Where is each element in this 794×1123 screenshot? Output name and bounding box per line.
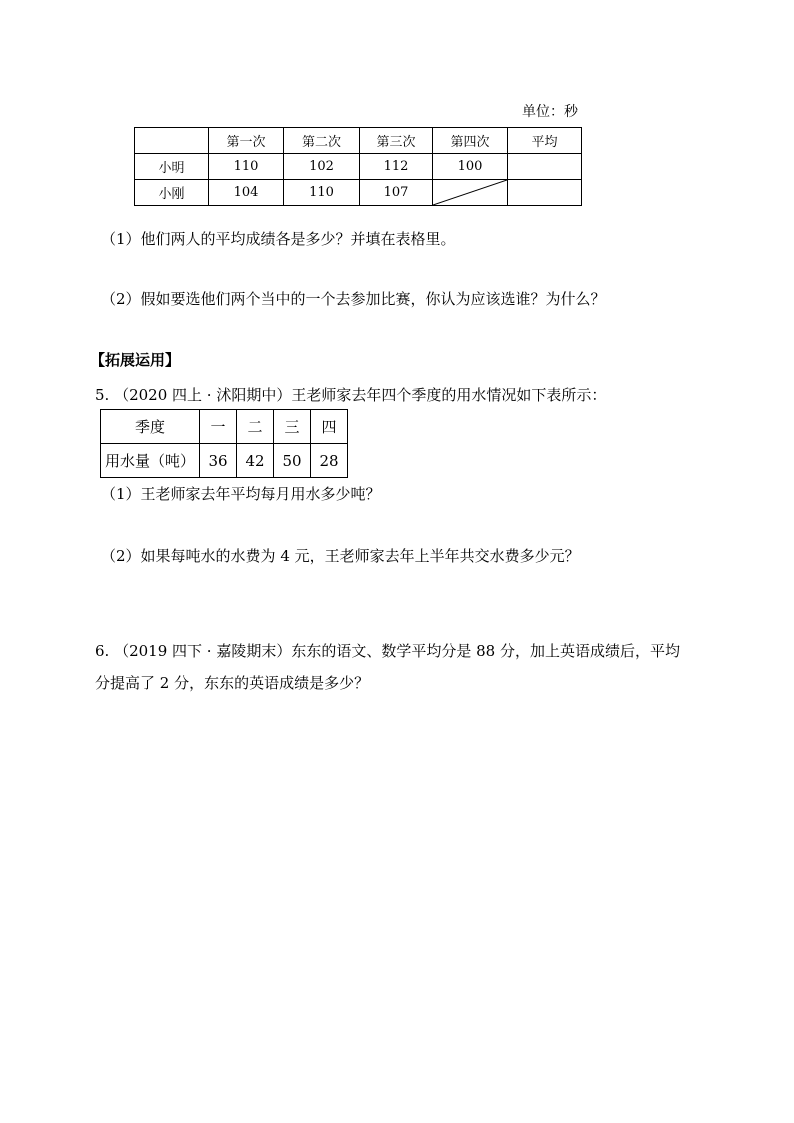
table-header-cell: 一 [200,410,237,444]
average-cell-blank [508,180,582,206]
table-cell: 42 [237,444,274,478]
problem-5-question-2: （2）如果每吨水的水费为 4 元，王老师家去年上半年共交水费多少元？ [101,547,580,565]
table-cell: 28 [311,444,348,478]
table-header-cell: 三 [274,410,311,444]
table-cell: 36 [200,444,237,478]
row-name: 用水量（吨） [101,444,200,478]
table-row [135,180,582,206]
table-header-cell: 四 [311,410,348,444]
score-table [134,127,582,206]
table-row [135,154,582,180]
diagonal-line [433,180,507,205]
table-cell: 102 [284,154,360,180]
table-header-cell: 第三次 [360,128,433,154]
table-row [101,444,348,478]
problem-5-stem: 5. （2020 四上 · 沭阳期中）王老师家去年四个季度的用水情况如下表所示： [95,386,607,404]
crossed-out-cell [433,180,508,206]
table-cell: 107 [360,180,433,206]
section-title: 【拓展运用】 [90,351,181,369]
table-header-cell: 二 [237,410,274,444]
table-header-cell: 第四次 [433,128,508,154]
table-cell: 100 [433,154,508,180]
row-name: 小明 [135,154,209,180]
problem-6-line-2: 分提高了 2 分，东东的英语成绩是多少？ [95,674,370,692]
table-header-cell [135,128,209,154]
table-cell: 112 [360,154,433,180]
table-cell: 110 [284,180,360,206]
question-2: （2）假如要选他们两个当中的一个去参加比赛，你认为应该选谁？为什么？ [101,290,606,308]
problem-6-line-1: 6. （2019 四下 · 嘉陵期末）东东的语文、数学平均分是 88 分，加上英语成绩后，平均 [95,642,680,660]
table-header-cell: 平均 [508,128,582,154]
table-cell: 104 [209,180,284,206]
water-usage-table [100,409,348,478]
problem-5-question-1: （1）王老师家去年平均每月用水多少吨？ [101,485,381,503]
table-cell: 50 [274,444,311,478]
table-header-cell: 季度 [101,410,200,444]
table-header-cell: 第一次 [209,128,284,154]
table-header-cell: 第二次 [284,128,360,154]
table-header-row [135,128,582,154]
unit-label: 单位：秒 [522,104,578,120]
table-header-row [101,410,348,444]
average-cell-blank [508,154,582,180]
table-cell: 110 [209,154,284,180]
question-1: （1）他们两人的平均成绩各是多少？并填在表格里。 [101,230,456,248]
row-name: 小刚 [135,180,209,206]
